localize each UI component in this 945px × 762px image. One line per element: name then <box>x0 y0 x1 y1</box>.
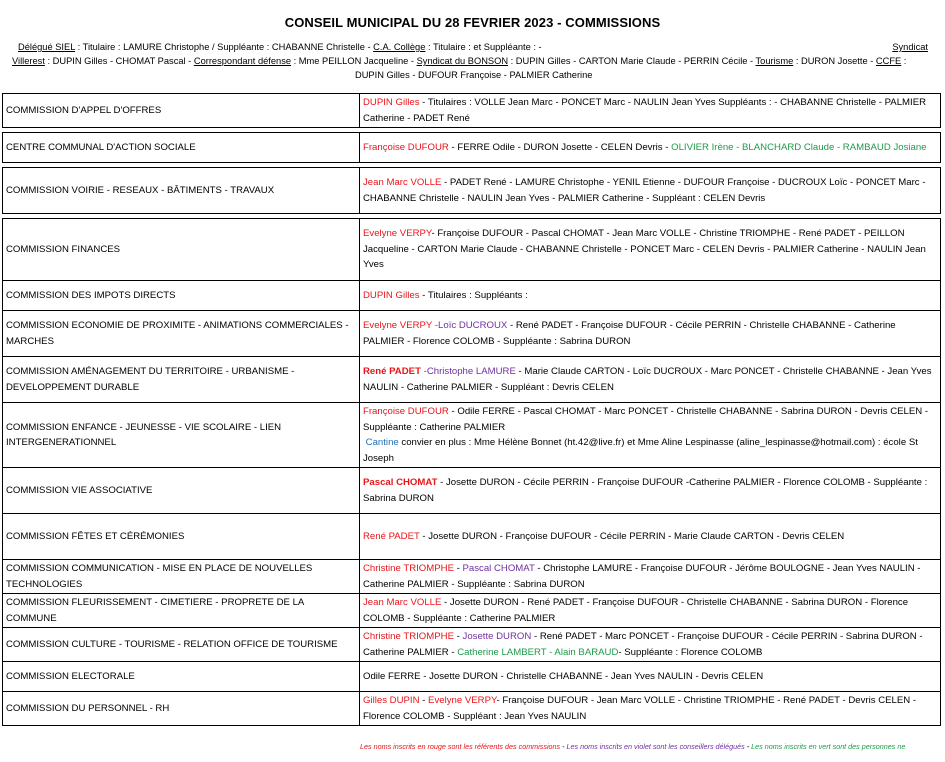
commission-row <box>3 219 941 281</box>
commission-members <box>360 281 941 311</box>
member-segment: Pascal CHOMAT <box>462 563 535 574</box>
member-segment: - Marie Claude CARTON - Loïc DUCROUX - Marc PONCET - Christelle CHABANNE - Jean Yves NAULIN - Catherine PALMIER - Suppléant : Devris CELEN <box>363 366 932 393</box>
commission-members <box>360 692 941 726</box>
commission-name: COMMISSION ENFANCE - JEUNESSE - VIE SCOLAIRE - LIEN INTERGENERATIONNEL <box>3 403 360 468</box>
header-line-2 <box>12 55 906 68</box>
member-segment: - René PADET - Françoise DUFOUR - Cécile PERRIN - Christelle CHABANNE - Catherine PALMIER - Florence COLOMB - Suppléante : Sabrina DURON <box>363 320 896 347</box>
member-segment: Gilles DUPIN <box>363 695 420 706</box>
commission-members <box>360 219 941 281</box>
member-segment: OLIVIER Irène - BLANCHARD Claude - RAMBAUD Josiane <box>671 141 927 153</box>
member-segment: - René PADET - Marc PONCET - Françoise DUFOUR - Cécile PERRIN - Sabrina DURON - Catherine PALMIER - <box>363 631 923 658</box>
header-syndicat <box>892 41 928 54</box>
member-segment: René PADET <box>363 530 420 542</box>
commission-row <box>3 133 941 163</box>
defense-text: : Mme PEILLON Jacqueline - <box>291 56 417 66</box>
color-legend-footnote <box>360 742 945 751</box>
syndicat-label: Syndicat <box>892 42 928 52</box>
commission-name: COMMISSION VOIRIE - RESEAUX - BÂTIMENTS - TRAVAUX <box>3 168 360 214</box>
defense-label: Correspondant défense <box>193 56 292 66</box>
commission-row <box>3 94 941 128</box>
member-segment: Cantine <box>365 437 399 448</box>
member-segment: - <box>419 695 429 706</box>
member-segment: - Odile FERRE - Pascal CHOMAT - Marc PONCET - Christelle CHABANNE - Sabrina DURON - Devris CELEN - Suppléante : Catherine PALMIER <box>363 406 929 433</box>
member-segment: - Josette DURON - Françoise DUFOUR - Cécile PERRIN - Marie Claude CARTON - Devris CELEN <box>419 530 845 542</box>
commission-name: COMMISSION DU PERSONNEL - RH <box>3 692 360 726</box>
commission-row <box>3 403 941 468</box>
header-line-3-text: DUPIN Gilles - DUFOUR Françoise - PALMIER Catherine <box>355 70 593 80</box>
footnote-purple: Les noms inscrits en violet sont les conseillers délégués <box>566 742 745 751</box>
commission-members <box>360 403 941 468</box>
ca-text: : Titulaire : et Suppléante : - <box>425 42 542 52</box>
commission-name: COMMISSION COMMUNICATION - MISE EN PLACE DE NOUVELLES TECHNOLOGIES <box>3 560 360 594</box>
commission-name: COMMISSION ELECTORALE <box>3 662 360 692</box>
commission-name: COMMISSION AMÉNAGEMENT DU TERRITOIRE - URBANISME - DEVELOPPEMENT DURABLE <box>3 357 360 403</box>
member-segment: - Josette DURON - Cécile PERRIN - Françoise DUFOUR -Catherine PALMIER - Florence COLOMB - Suppléante : Sabrina DURON <box>363 477 928 504</box>
commission-name: COMMISSION ECONOMIE DE PROXIMITE - ANIMATIONS COMMERCIALES - MARCHES <box>3 311 360 357</box>
commission-row <box>3 692 941 726</box>
bonson-text: : DUPIN Gilles - CARTON Marie Claude - PERRIN Cécile - <box>508 56 756 66</box>
member-segment: René PADET <box>363 366 421 377</box>
member-segment: - <box>453 631 463 642</box>
page-title: CONSEIL MUNICIPAL DU 28 FEVRIER 2023 - COMMISSIONS <box>284 15 661 30</box>
member-segment: DUPIN Gilles <box>363 97 420 108</box>
bonson-label: Syndicat du BONSON <box>416 56 509 66</box>
footnote-green: Les noms inscrits en vert sont des personnes ne <box>751 742 906 751</box>
commission-members <box>360 168 941 214</box>
header-line-3 <box>355 69 592 82</box>
member-segment: - <box>432 320 439 331</box>
member-segment: - Christophe LAMURE - Françoise DUFOUR - Jérôme BOULOGNE - Jean Yves NAULIN - Catherine PALMIER - Suppléante : Sabrina DURON <box>363 563 921 590</box>
commission-row <box>3 628 941 662</box>
member-segment: Christine TRIOMPHE <box>363 563 454 574</box>
member-segment: - Titulaires : VOLLE Jean Marc - PONCET Marc - NAULIN Jean Yves Suppléants : - CHABANNE Christelle - PALMIER Catherine - PADET René <box>363 97 927 124</box>
member-segment: Christine TRIOMPHE <box>363 631 454 642</box>
member-segment: Odile FERRE - Josette DURON - Christelle CHABANNE - Jean Yves NAULIN - Devris CELEN <box>363 670 764 682</box>
ca-label: C.A. Collège <box>373 42 426 52</box>
commission-name: CENTRE COMMUNAL D'ACTION SOCIALE <box>3 133 360 163</box>
commission-name: COMMISSION FÊTES ET CÉRÉMONIES <box>3 514 360 560</box>
member-segment: Evelyne VERPY <box>363 228 432 240</box>
commission-name: COMMISSION FINANCES <box>3 219 360 281</box>
member-segment: - Josette DURON - René PADET - Françoise DUFOUR - Christelle CHABANNE - Sabrina DURON - Florence COLOMB - Suppléante : Catherine PALMIER <box>363 597 909 624</box>
member-segment: Josette DURON <box>462 631 532 642</box>
commission-members <box>360 628 941 662</box>
commission-members <box>360 357 941 403</box>
commission-name: COMMISSION VIE ASSOCIATIVE <box>3 468 360 514</box>
member-segment: Loïc DUCROUX <box>438 320 508 331</box>
footnote-sep-2: - <box>744 742 752 751</box>
member-segment: - FERRE Odile - DURON Josette - CELEN Devris - <box>448 141 672 153</box>
member-segment: Evelyne VERPY <box>428 695 497 706</box>
commission-row <box>3 514 941 560</box>
header-line-1 <box>18 41 542 54</box>
member-segment: Christophe LAMURE <box>426 366 516 377</box>
member-segment: - Françoise DUFOUR - Pascal CHOMAT - Jean Marc VOLLE - Christine TRIOMPHE - René PADET - PEILLON Jacqueline - CARTON Marie Claude - CHABANNE Christelle - PONCET Marc - CELEN Devris - PALMIER Catherine - NAULIN Jean Yves <box>363 228 926 271</box>
commission-name: COMMISSION DES IMPOTS DIRECTS <box>3 281 360 311</box>
commission-row <box>3 594 941 628</box>
siel-label: Délégué SIEL <box>18 42 76 52</box>
member-segment: - Titulaires : Suppléants : <box>419 289 528 301</box>
commission-name: COMMISSION FLEURISSEMENT - CIMETIERE - PROPRETE DE LA COMMUNE <box>3 594 360 628</box>
member-segment: - Suppléante : Florence COLOMB <box>618 646 763 658</box>
siel-text: : Titulaire : LAMURE Christophe / Suppléante : CHABANNE Christelle - <box>75 42 374 52</box>
commission-row <box>3 281 941 311</box>
tourisme-text: : DURON Josette - <box>793 56 876 66</box>
member-segment: - <box>420 366 427 377</box>
member-segment: - Françoise DUFOUR - Jean Marc VOLLE - Christine TRIOMPHE - René PADET - Devris CELEN - Florence COLOMB - Suppléant : Jean Yves NAULIN <box>363 695 917 722</box>
member-segment: - <box>453 563 463 574</box>
ccfe-text: : <box>901 56 907 66</box>
commission-name: COMMISSION CULTURE - TOURISME - RELATION OFFICE DE TOURISME <box>3 628 360 662</box>
commission-row <box>3 311 941 357</box>
member-segment: Evelyne VERPY <box>363 320 433 331</box>
commission-members <box>360 560 941 594</box>
commission-members <box>360 514 941 560</box>
tourisme-label: Tourisme <box>755 56 794 66</box>
footnote-red: Les noms inscrits en rouge sont les référents des commissions <box>360 742 561 751</box>
commissions-table <box>2 93 941 726</box>
commission-members <box>360 133 941 163</box>
member-segment: Françoise DUFOUR <box>363 141 449 153</box>
commission-row <box>3 662 941 692</box>
commission-members <box>360 468 941 514</box>
footnote-sep-1: - <box>560 742 567 751</box>
member-segment: Françoise DUFOUR <box>363 406 449 417</box>
commission-members <box>360 594 941 628</box>
member-segment: - PADET René - LAMURE Christophe - YENIL Etienne - DUFOUR Françoise - DUCROUX Loïc - PONCET Marc - CHABANNE Christelle - NAULIN Jean Yves - PALMIER Catherine - Suppléant : CELEN Devris <box>363 177 926 204</box>
commission-members <box>360 311 941 357</box>
commission-name: COMMISSION D'APPEL D'OFFRES <box>3 94 360 128</box>
member-segment: convier en plus : Mme Hélène Bonnet (ht.42@live.fr) et Mme Aline Lespinasse (aline_lespinasse@hotmail.com) : école St Joseph <box>363 437 918 464</box>
commission-row <box>3 468 941 514</box>
villerest-text: : DUPIN Gilles - CHOMAT Pascal - <box>44 56 194 66</box>
commission-members <box>360 94 941 128</box>
member-segment: Pascal CHOMAT <box>363 477 438 488</box>
member-segment: DUPIN Gilles <box>363 289 420 301</box>
ccfe-label: CCFE <box>875 56 902 66</box>
member-segment: Jean Marc VOLLE <box>363 177 442 188</box>
commission-row <box>3 357 941 403</box>
member-segment: Catherine LAMBERT - Alain BARAUD <box>457 646 619 658</box>
commission-members <box>360 662 941 692</box>
member-segment: Jean Marc VOLLE <box>363 597 442 608</box>
commission-row <box>3 168 941 214</box>
commission-row <box>3 560 941 594</box>
villerest-label: Villerest <box>12 56 45 66</box>
